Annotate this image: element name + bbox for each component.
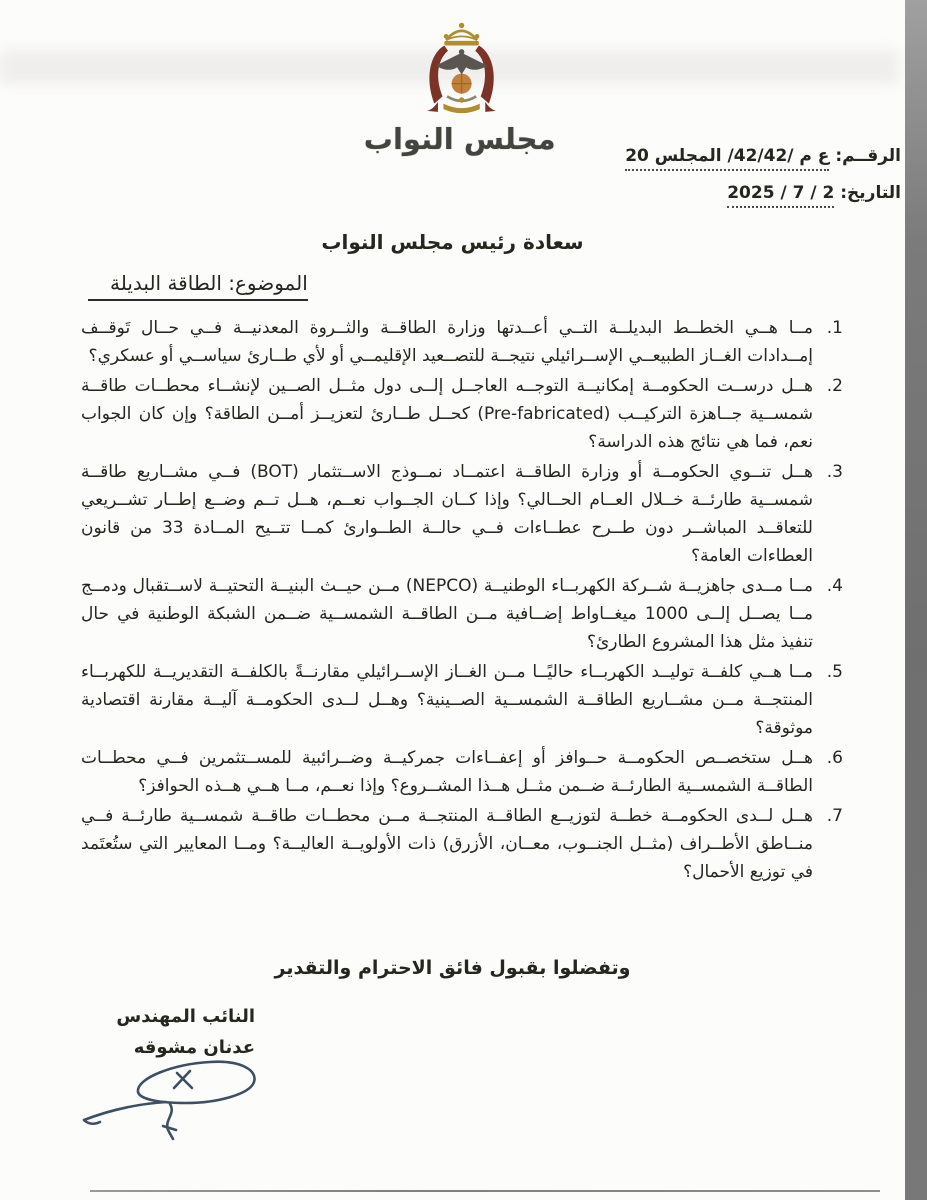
ref-number-value: ع م /42/42/ المجلس 20 [625, 146, 829, 171]
coat-of-arms-graphic [415, 20, 507, 120]
question-text: مــا هــي كلفــة توليــد الكهربــاء حاليًــا مــن الغــاز الإســرائيلي مقارنــةً بالكلفــة التقديريــة للكهربــاء المنتجــة مــن مشــاريع الطاقــة الشمســية الصــينية؟ وهــل لــدى الحكومــة آليــة مقارنة اقتصادية موثوقة؟ [81, 662, 813, 738]
question-text: هــل درســت الحكومــة إمكانيــة التوجــه العاجــل إلــى دول مثــل الصــين لإنشــاء محطــات طاقــة شمســية جــاهزة التركيــب (Pre-fabricated) كحــل طــارئ لتعزيــز أمــن الطاقة؟ وإن كان الجواب نعم، فما هي نتائج هذه الدراسة؟ [81, 376, 813, 452]
question-number: 2. [826, 376, 843, 396]
question-number: 4. [826, 576, 843, 596]
signatory-title: النائب المهندس [116, 1006, 255, 1027]
letter-meta-block [625, 148, 901, 222]
jordan-coat-of-arms-icon [401, 20, 521, 120]
question-text: هــل ستخصــص الحكومــة حــوافز أو إعفــاءات جمركيــة وضــرائبية للمســتثمرين فــي محطــات الطاقــة الشمســية الطارئــة ضــمن مثــل هــذا المشــروع؟ وإذا نعــم، مــا هــي هــذه الحوافز؟ [81, 748, 813, 796]
parliament-logo-calligraphy: مجلس النواب [363, 122, 556, 156]
date-line [625, 185, 901, 202]
ref-number-line [625, 148, 901, 165]
question-item [81, 744, 845, 800]
question-number: 7. [826, 806, 843, 826]
footer-rule [90, 1190, 880, 1192]
question-item [81, 802, 845, 886]
signatory-name: عدنان مشوقه [133, 1037, 255, 1058]
handwritten-signature-icon [76, 1046, 276, 1146]
question-number: 6. [826, 748, 843, 768]
question-text: هــل لــدى الحكومــة خطــة لتوزيــع الطاقــة المنتجــة مــن محطــات طاقــة شمســية طارئــة فــي منــاطق الأطــراف (مثــل الجنــوب، معــان، الأزرق) ذات الأولويــة العاليــة؟ ومــا المعايير التي ستُعتَمد في توزيع الأحمال؟ [81, 806, 813, 882]
question-number: 1. [826, 318, 843, 338]
scan-edge-strip [905, 0, 927, 1200]
question-item [81, 372, 845, 456]
question-text: هــل تنــوي الحكومــة أو وزارة الطاقــة اعتمــاد نمــوذج الاســتثمار (BOT) فــي مشــاريع طاقــة شمســية طارئــة خــلال العــام الحــالي؟ وإذا كــان الجــواب نعــم، هــل تــم وضــع إطــار تشــريعي للتعاقــد المباشــر دون طــرح عطــاءات فــي حالــة الطــوارئ كمــا تتــيح المــادة 33 من قانون العطاءات العامة؟ [81, 462, 813, 566]
question-item [81, 658, 845, 742]
question-item [81, 314, 845, 370]
question-number: 5. [826, 662, 843, 682]
subject-line: الموضوع: الطاقة البديلة [88, 271, 308, 301]
question-item [81, 572, 845, 656]
letter-salutation: سعادة رئيس مجلس النواب [321, 230, 584, 254]
question-text: مــا هــي الخطــط البديلــة التــي أعــدتها وزارة الطاقــة والثــروة المعدنيــة فــي حــال تَوقــف إمــدادات الغــاز الطبيعــي الإســرائيلي نتيجــة للتصــعيد الإقليمــي أو لأي طــارئ سياســي أو عسكري؟ [81, 318, 813, 366]
question-item [81, 458, 845, 570]
question-number: 3. [826, 462, 843, 482]
date-value: 2 / 7 / 2025 [727, 183, 834, 208]
question-text: مــا مــدى جاهزيــة شــركة الكهربــاء الوطنيــة (NEPCO) مــن حيــث البنيــة التحتيــة لاســتقبال ودمــج مــا يصــل إلــى 1000 ميغــاواط إضــافية مــن الطاقــة الشمســية ضــمن الشبكة الوطنية في حال تنفيذ مثل هذا المشروع الطارئ؟ [81, 576, 813, 652]
date-label: التاريخ: [840, 183, 901, 203]
ref-number-label: الرقــم: [835, 146, 901, 166]
closing-courtesy-line: وتفضلوا بقبول فائق الاحترام والتقدير [274, 957, 631, 979]
questions-list [81, 314, 845, 888]
